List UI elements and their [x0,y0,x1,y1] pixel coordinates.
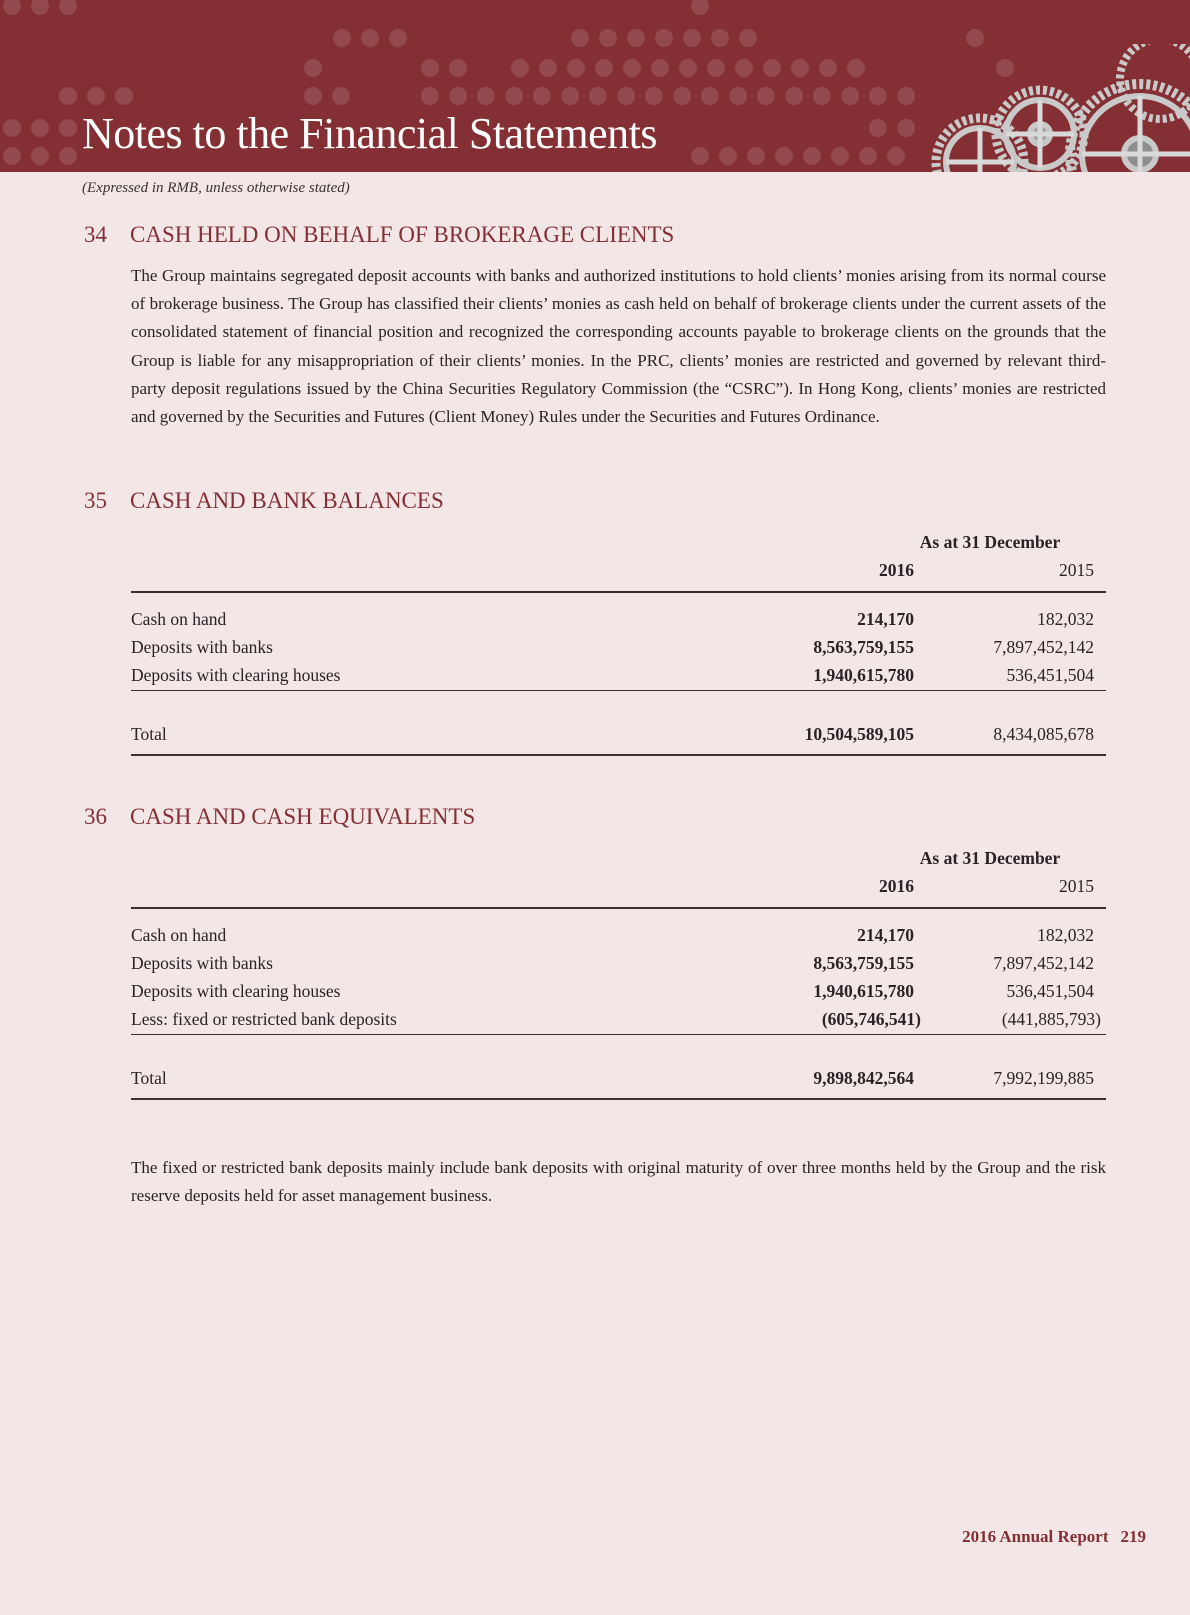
page-number: 219 [1120,1527,1146,1546]
row-label: Cash on hand [131,925,227,945]
total-row [131,724,1106,752]
column-header-2015: 2015 [1059,876,1094,896]
currency-note: (Expressed in RMB, unless otherwise stated) [82,180,350,196]
gears-icon [910,44,1190,172]
row-label: Deposits with banks [131,637,273,657]
total-rule [131,754,1106,756]
section-34-heading [84,222,674,248]
page-footer [962,1527,1146,1547]
report-name: 2016 Annual Report [962,1527,1109,1546]
value-2016: 214,170 [857,925,914,945]
section-title: CASH AND BANK BALANCES [130,488,444,513]
value-2015: 7,897,452,142 [993,953,1094,973]
row-label: Deposits with clearing houses [131,665,341,685]
value-2016: 1,940,615,780 [813,981,914,1001]
section-title: CASH AND CASH EQUIVALENTS [130,804,476,829]
total-2016: 10,504,589,105 [804,724,914,744]
total-rule [131,1098,1106,1100]
value-2016: 8,563,759,155 [813,637,914,657]
header-rule [131,591,1106,593]
table-row [131,637,1106,665]
table-row [131,981,1106,1009]
value-2015: 182,032 [1037,609,1094,629]
section-35-heading [84,488,444,514]
section-36-note: The fixed or restricted bank deposits mainly include bank deposits with original maturity of over three months held by the Group and the risk reserve deposits held for asset management business. [131,1158,1106,1206]
header-banner [0,0,1190,172]
value-2016: 8,563,759,155 [813,953,914,973]
total-row [131,1068,1106,1096]
column-group-header: As at 31 December [919,848,1061,868]
value-2015: 536,451,504 [1006,981,1094,1001]
column-header-2016: 2016 [879,876,914,896]
cash-bank-balances-table [131,532,1106,782]
section-number: 34 [84,222,107,247]
column-header-2015: 2015 [1059,560,1094,580]
total-label: Total [131,1068,167,1088]
table-row [131,665,1106,693]
value-2016: (605,746,541) [821,1009,921,1029]
value-2015: 7,897,452,142 [993,637,1094,657]
row-label: Deposits with clearing houses [131,981,341,1001]
value-2015: 182,032 [1037,925,1094,945]
value-2016: 1,940,615,780 [813,665,914,685]
table-row [131,1009,1106,1037]
section-36-heading [84,804,475,830]
total-label: Total [131,724,167,744]
column-group-header: As at 31 December [919,532,1061,552]
cash-equivalents-table [131,848,1106,1128]
table-row [131,609,1106,637]
total-2015: 8,434,085,678 [993,724,1094,744]
value-2015: 536,451,504 [1006,665,1094,685]
section-number: 35 [84,488,107,513]
column-header-2016: 2016 [879,560,914,580]
table-row [131,953,1106,981]
row-label: Less: fixed or restricted bank deposits [131,1009,397,1029]
value-2016: 214,170 [857,609,914,629]
header-rule [131,907,1106,909]
section-number: 36 [84,804,107,829]
row-label: Cash on hand [131,609,227,629]
table-row [131,925,1106,953]
section-34-paragraph: The Group maintains segregated deposit accounts with banks and authorized institutions to hold clients’ monies arising from its normal course of brokerage business. The Group has classified their clients’ monies as cash held on behalf of brokerage clients under the current assets of the consolidated statement of financial position and recognized the corresponding accounts payable to brokerage clients on the grounds that the Group is liable for any misappropriation of their clients’ monies. In the PRC, clients’ monies are restricted and governed by relevant third-party deposit regulations issued by the China Securities Regulatory Commission (the “CSRC”). In Hong Kong, clients’ monies are restricted and governed by the Securities and Futures (Client Money) Rules under the Securities and Futures Ordinance. [131,266,1106,427]
total-2016: 9,898,842,564 [813,1068,914,1088]
value-2015: (441,885,793) [1001,1009,1101,1029]
subtotal-rule [131,1034,1106,1035]
section-title: CASH HELD ON BEHALF OF BROKERAGE CLIENTS [130,222,675,247]
subtotal-rule [131,690,1106,691]
total-2015: 7,992,199,885 [993,1068,1094,1088]
page-title: Notes to the Financial Statements [82,109,657,158]
row-label: Deposits with banks [131,953,273,973]
